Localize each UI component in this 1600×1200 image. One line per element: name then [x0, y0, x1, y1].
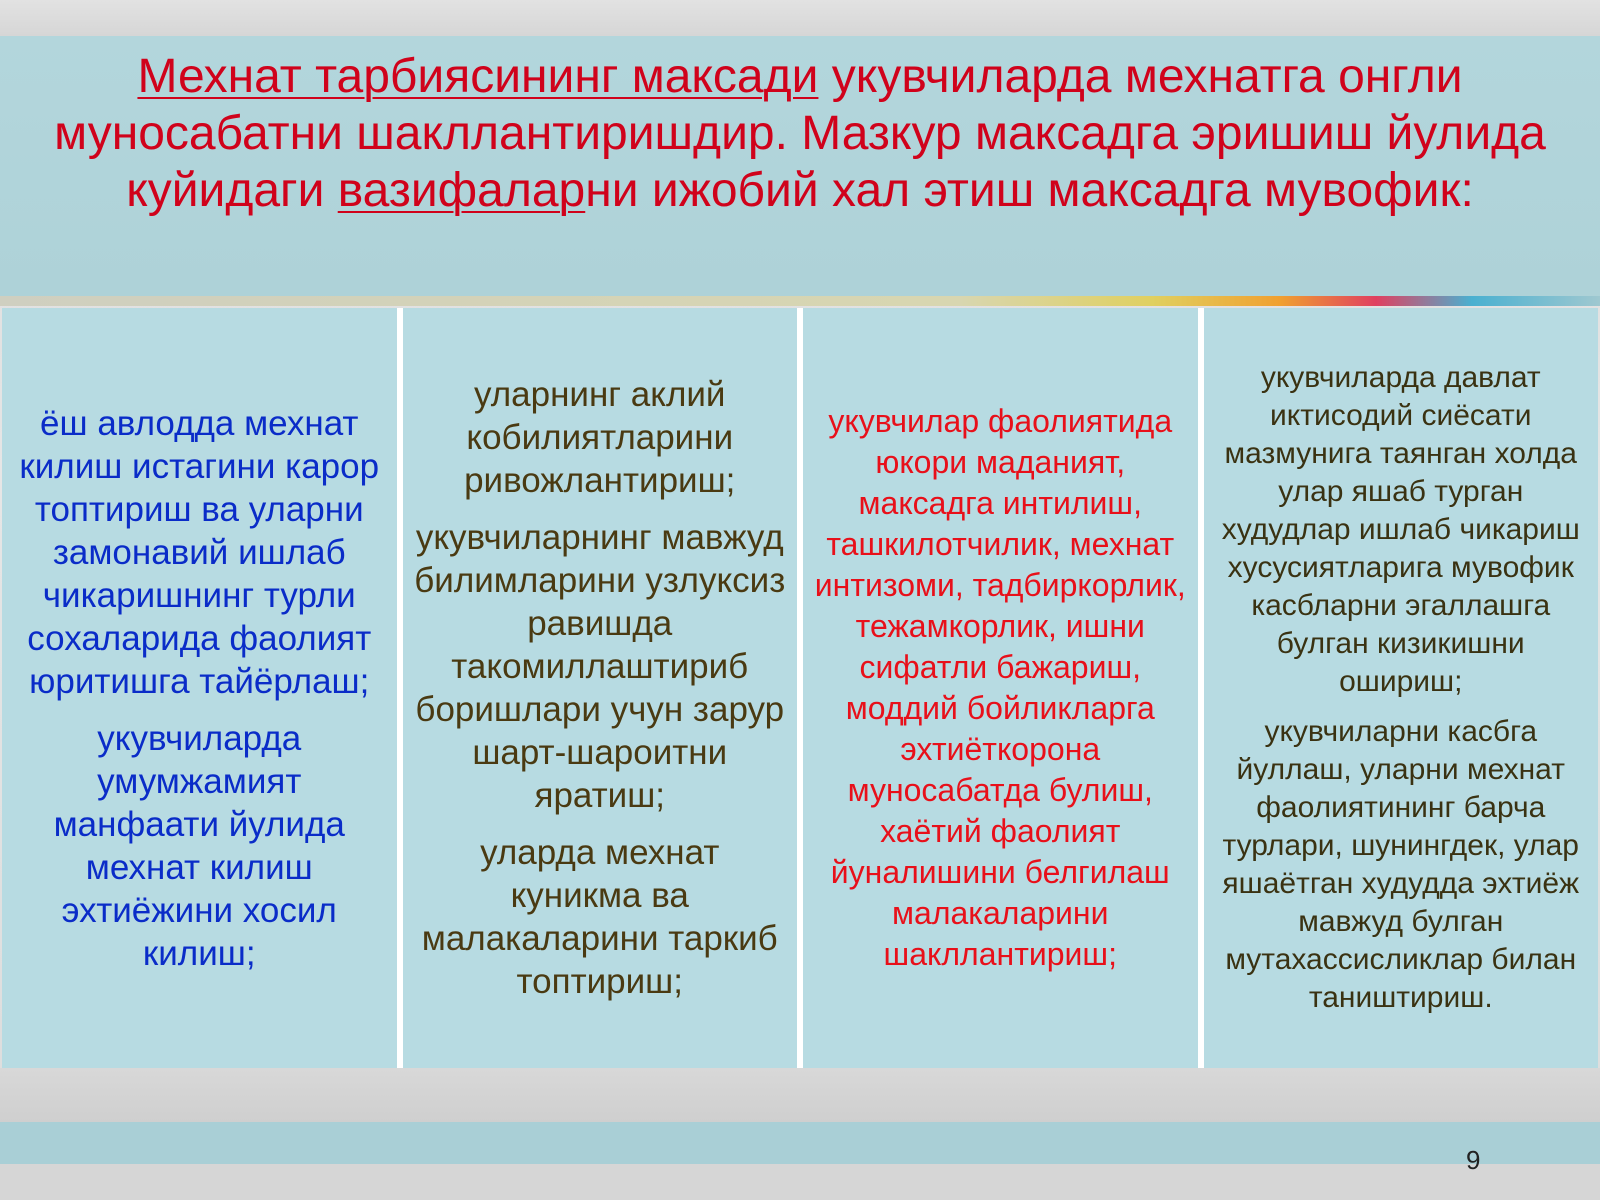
title-text-end: ни ижобий хал этиш максадга мувофик:: [585, 164, 1474, 217]
footer-strip: [0, 1164, 1600, 1200]
slide-header: [0, 36, 1600, 296]
slide-title: [40, 48, 1560, 219]
task-item: укувчиларнинг мавжуд билимларини узлуксиз равишда такомиллаштириб боришлари учун зарур шарт-шароитни яратиш;: [414, 518, 786, 815]
decorative-band: [0, 296, 1600, 306]
title-underlined-phrase: Мехнат тарбиясининг максади: [137, 50, 819, 103]
tasks-column-1: [2, 308, 397, 1068]
top-strip: [0, 0, 1600, 36]
footer-gray-band: [0, 1068, 1600, 1122]
slide-number: 9: [1466, 1150, 1481, 1170]
task-item: укувчилар фаолиятида юкори маданият, максадга интилиш, ташкилотчилик, мехнат интизоми, тадбиркорлик, тежамкорлик, ишни сифатли бажариш, моддий бойликларга эхтиёткорона муносабатда булиш, хаётий фаолият йуналишини белгилаш малакаларини шакллантириш;: [814, 403, 1186, 972]
footer-band: [0, 1122, 1600, 1164]
task-item: уларнинг аклий кобилиятларини ривожлантириш;: [464, 375, 736, 500]
task-item: уларда мехнат куникма ва малакаларини таркиб топтириш;: [421, 833, 778, 1001]
title-underlined-word: вазифалар: [337, 164, 586, 217]
task-item: укувчиларни касбга йуллаш, уларни мехнат фаолиятининг барча турлари, шунингдек, улар яшаётган худудда эхтиёж мавжуд булган мутахассисликлар билан таништириш.: [1222, 715, 1580, 1014]
tasks-column-2: [403, 308, 798, 1068]
task-item: ёш авлодда мехнат килиш истагини карор топтириш ва уларни замонавий ишлаб чикаришнинг турли сохаларида фаолият юритишга тайёрлаш;: [19, 403, 380, 701]
tasks-column-4: [1204, 308, 1599, 1068]
tasks-table: [2, 308, 1598, 1068]
title-text: укувчиларда мехнатга онгли муносабатни шакллантиришдир. Мазкур максадга эришиш йулида куйидаги: [54, 50, 1546, 217]
tasks-column-3: [803, 308, 1198, 1068]
task-item: укувчиларда умумжамият манфаати йулида мехнат килиш эхтиёжини хосил килиш;: [53, 718, 345, 973]
task-item: укувчиларда давлат иктисодий сиёсати мазмунига таянган холда улар яшаб турган худудлар ишлаб чикариш хусусиятларига мувофик касбларни эгаллашга булган кизикишни ошириш;: [1221, 361, 1580, 698]
